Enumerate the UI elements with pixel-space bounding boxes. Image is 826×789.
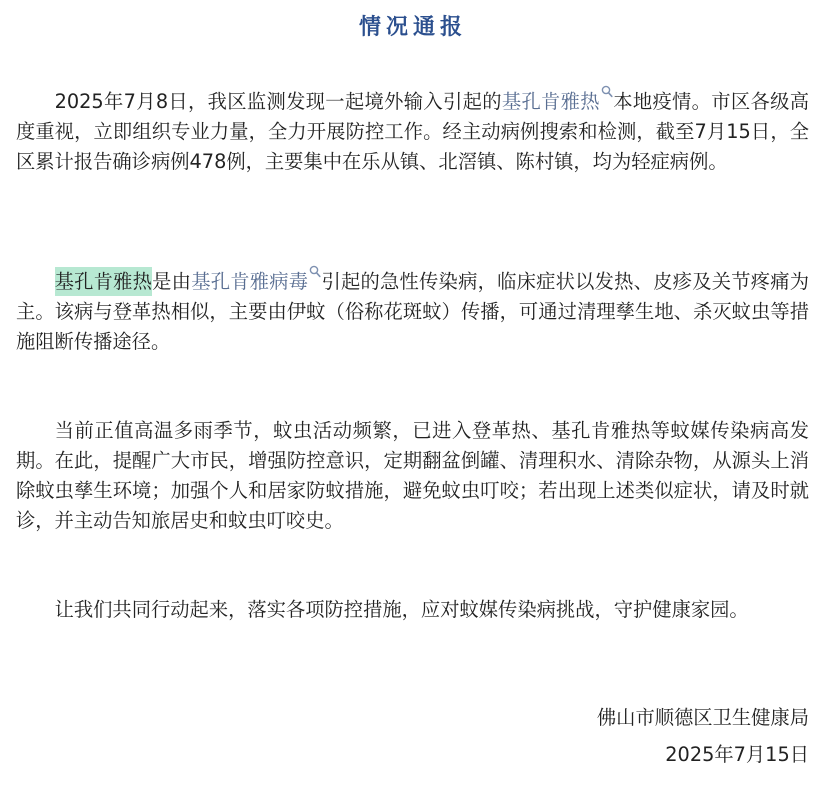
- paragraph-prevention-advice: 当前正值高温多雨季节，蚊虫活动频繁，已进入登革热、基孔肯雅热等蚊媒传染病高发期。在此，提醒广大市民，增强防控意识，定期翻盆倒罐、清理积水、清除杂物，从源头上消除蚊虫孳生环境；加强个人和居家防蚊措施，避免蚊虫叮咬；若出现上述类似症状，请及时就诊，并主动告知旅居史和蚊虫叮咬史。: [16, 419, 809, 532]
- paragraph-disease-description: [16, 267, 809, 357]
- signature-date: 2025年7月15日: [665, 743, 809, 766]
- keyword-link-label: 基孔肯雅热: [501, 90, 600, 113]
- paragraph-text: 本地疫情。市区各级高度重视，立即组织专业力量，全力开展防控工作。经主动病例搜索和检测，截至7月15日，全区累计报告确诊病例478例，主要集中在乐从镇、北滘镇、陈村镇，均为轻症病例。: [16, 90, 810, 173]
- search-icon: [309, 265, 321, 279]
- paragraph-text: 引起的急性传染病，临床症状以发热、皮疹及关节疼痛为主。该病与登革热相似，主要由伊蚊（俗称花斑蚊）传播，可通过清理孳生地、杀灭蚊虫等措施阻断传播途径。: [16, 270, 810, 353]
- paragraph-text: 是由: [152, 270, 192, 293]
- keyword-link-label: 基孔肯雅病毒: [191, 270, 309, 293]
- keyword-link-chikungunya[interactable]: [502, 90, 613, 113]
- keyword-link-chikungunya-virus[interactable]: [191, 270, 321, 293]
- signature-issuer: 佛山市顺德区卫生健康局: [596, 706, 809, 729]
- search-icon: [601, 85, 613, 99]
- page-title: 情况通报: [358, 15, 467, 40]
- paragraph-outbreak-report: [16, 87, 809, 177]
- paragraph-text: 2025年7月8日，我区监测发现一起境外输入引起的: [54, 90, 502, 113]
- highlighted-keyword: 基孔肯雅热: [55, 267, 153, 296]
- paragraph-call-to-action: 让我们共同行动起来，落实各项防控措施，应对蚊媒传染病挑战，守护健康家园。: [54, 598, 749, 621]
